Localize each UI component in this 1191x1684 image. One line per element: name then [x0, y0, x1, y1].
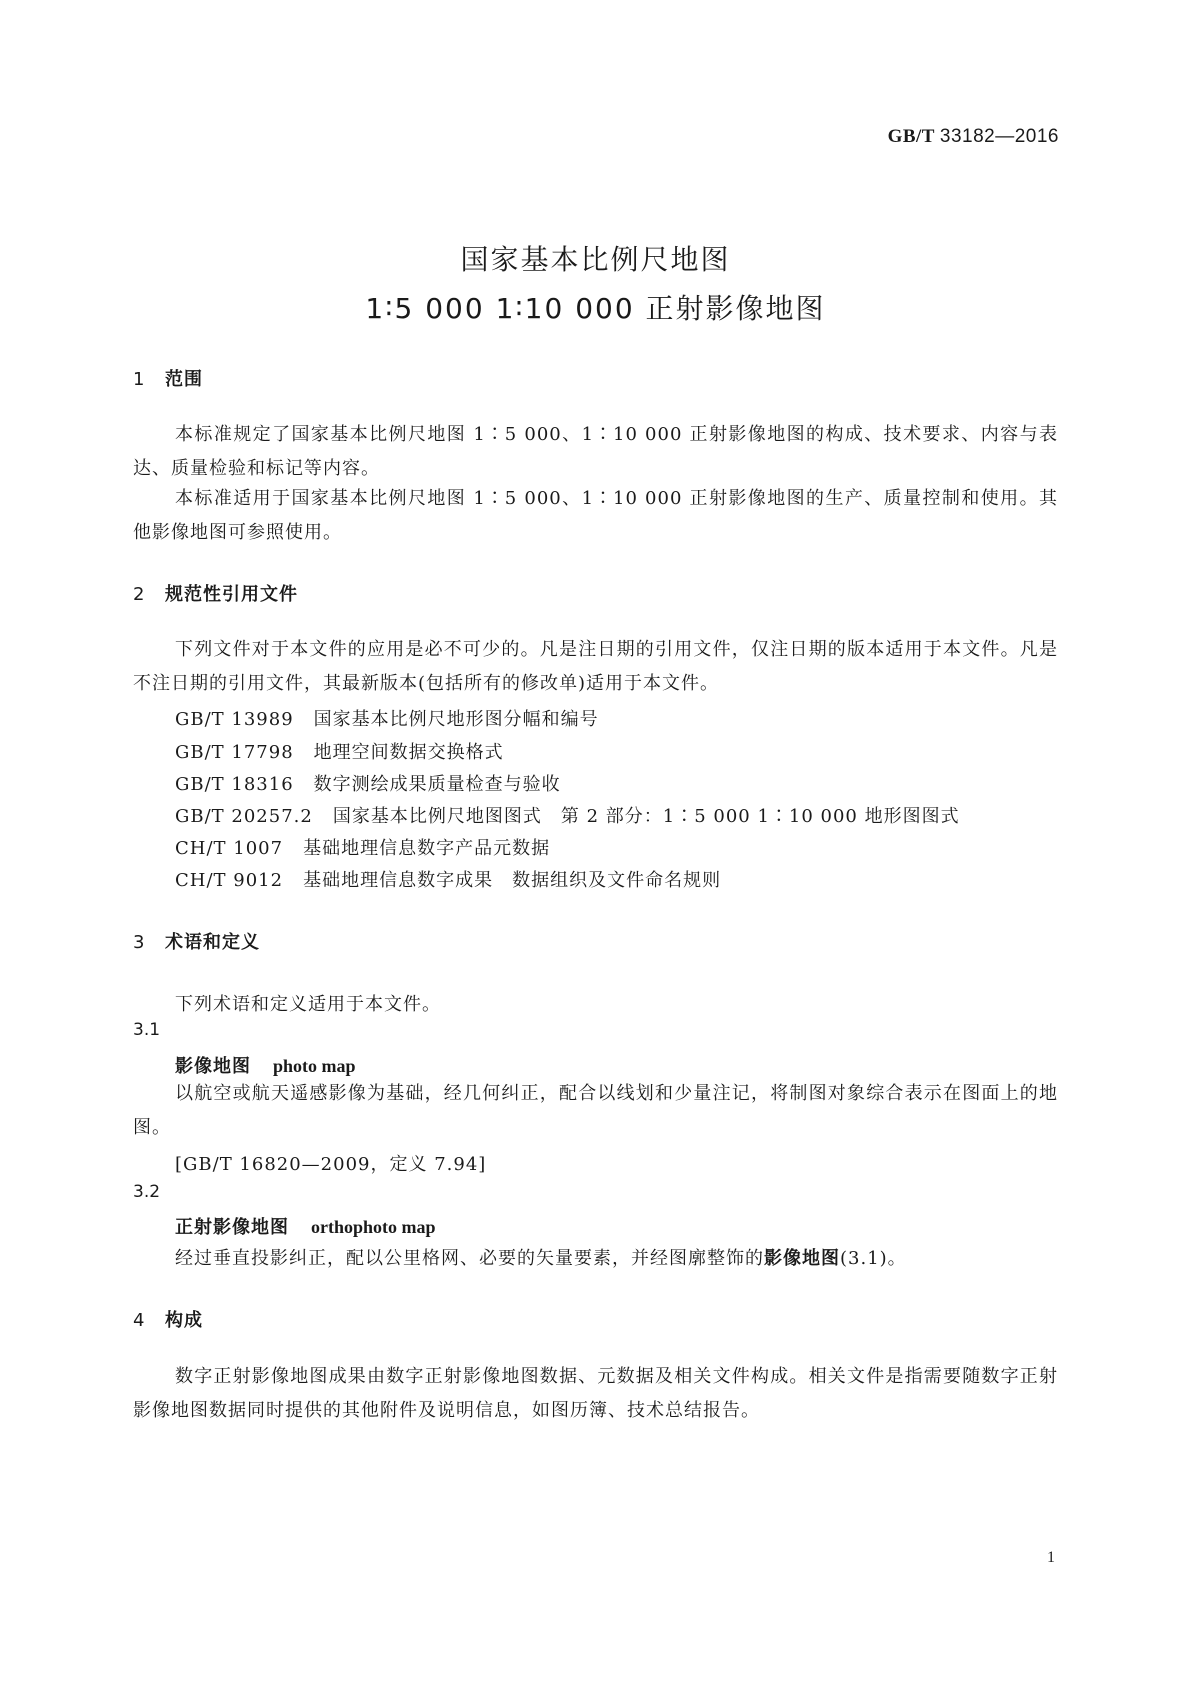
- section-4-paragraph-1: 数字正射影像地图成果由数字正射影像地图数据、元数据及相关文件构成。相关文件是指需要随数字正射影像地图数据同时提供的其他附件及说明信息，如图历簿、技术总结报告。: [133, 1366, 1058, 1421]
- reference-item: [175, 738, 504, 764]
- section-number: 4: [133, 1310, 146, 1331]
- term-number: 3.1: [133, 1020, 161, 1040]
- term-heading: [175, 1052, 356, 1078]
- section-number: 2: [133, 584, 146, 605]
- term-heading: [175, 1213, 436, 1239]
- reference-title: 地理空间数据交换格式: [313, 742, 504, 763]
- reference-item: [175, 834, 550, 860]
- definition-term-link: 影像地图: [764, 1248, 840, 1269]
- section-2-heading: [133, 580, 298, 606]
- section-1-heading: [133, 365, 203, 391]
- section-title: 术语和定义: [165, 932, 260, 953]
- section-4-heading: [133, 1306, 203, 1332]
- reference-item: [175, 802, 960, 828]
- reference-title: 数字测绘成果质量检查与验收: [313, 774, 561, 795]
- reference-code: GB/T 17798: [175, 742, 294, 763]
- definition-reference: (3.1)。: [840, 1248, 907, 1269]
- reference-code: CH/T 1007: [175, 838, 284, 859]
- section-title: 构成: [165, 1310, 203, 1331]
- section-3-intro: 下列术语和定义适用于本文件。: [175, 994, 441, 1015]
- section-3-heading: [133, 928, 260, 954]
- term-source: [GB/T 16820—2009，定义 7.94]: [175, 1154, 487, 1175]
- reference-code: GB/T 13989: [175, 709, 294, 730]
- reference-title: 国家基本比例尺地图图式 第 2 部分：1∶5 000 1∶10 000 地形图图式: [332, 806, 960, 827]
- document-title-line2: 1∶5 000 1∶10 000 正射影像地图: [365, 292, 826, 325]
- section-1-paragraph-2: 本标准适用于国家基本比例尺地图 1∶5 000、1∶10 000 正射影像地图的生产、质量控制和使用。其他影像地图可参照使用。: [133, 488, 1058, 543]
- document-title-line1: 国家基本比例尺地图: [460, 243, 731, 276]
- reference-title: 国家基本比例尺地形图分幅和编号: [313, 709, 599, 730]
- reference-code: CH/T 9012: [175, 870, 284, 891]
- reference-code: GB/T 20257.2: [175, 806, 313, 827]
- term-chinese: 正射影像地图: [175, 1217, 289, 1238]
- definition-text: 经过垂直投影纠正，配以公里格网、必要的矢量要素，并经图廓整饰的: [175, 1248, 764, 1269]
- term-english: orthophoto map: [311, 1217, 436, 1237]
- term-definition: 以航空或航天遥感影像为基础，经几何纠正，配合以线划和少量注记，将制图对象综合表示在图面上的地图。: [133, 1083, 1058, 1138]
- page-number: 1: [1047, 1549, 1055, 1566]
- section-title: 规范性引用文件: [165, 584, 298, 605]
- standard-code: [888, 126, 1059, 148]
- reference-title: 基础地理信息数字产品元数据: [303, 838, 551, 859]
- section-2-intro: 下列文件对于本文件的应用是必不可少的。凡是注日期的引用文件，仅注日期的版本适用于本文件。凡是不注日期的引用文件，其最新版本(包括所有的修改单)适用于本文件。: [133, 639, 1058, 694]
- term-number: 3.2: [133, 1182, 161, 1202]
- reference-code: GB/T 18316: [175, 774, 294, 795]
- standard-prefix: GB/T: [887, 126, 935, 147]
- section-number: 1: [133, 369, 146, 390]
- section-number: 3: [133, 932, 146, 953]
- term-chinese: 影像地图: [175, 1056, 251, 1077]
- section-1-paragraph-1: 本标准规定了国家基本比例尺地图 1∶5 000、1∶10 000 正射影像地图的构成、技术要求、内容与表达、质量检验和标记等内容。: [133, 424, 1058, 479]
- section-title: 范围: [165, 369, 203, 390]
- reference-item: [175, 866, 721, 892]
- standard-number: 33182—2016: [939, 126, 1059, 147]
- reference-item: [175, 770, 561, 796]
- term-english: photo map: [273, 1056, 356, 1076]
- reference-title: 基础地理信息数字成果 数据组织及文件命名规则: [303, 870, 722, 891]
- term-definition: [175, 1244, 907, 1270]
- reference-item: [175, 705, 599, 731]
